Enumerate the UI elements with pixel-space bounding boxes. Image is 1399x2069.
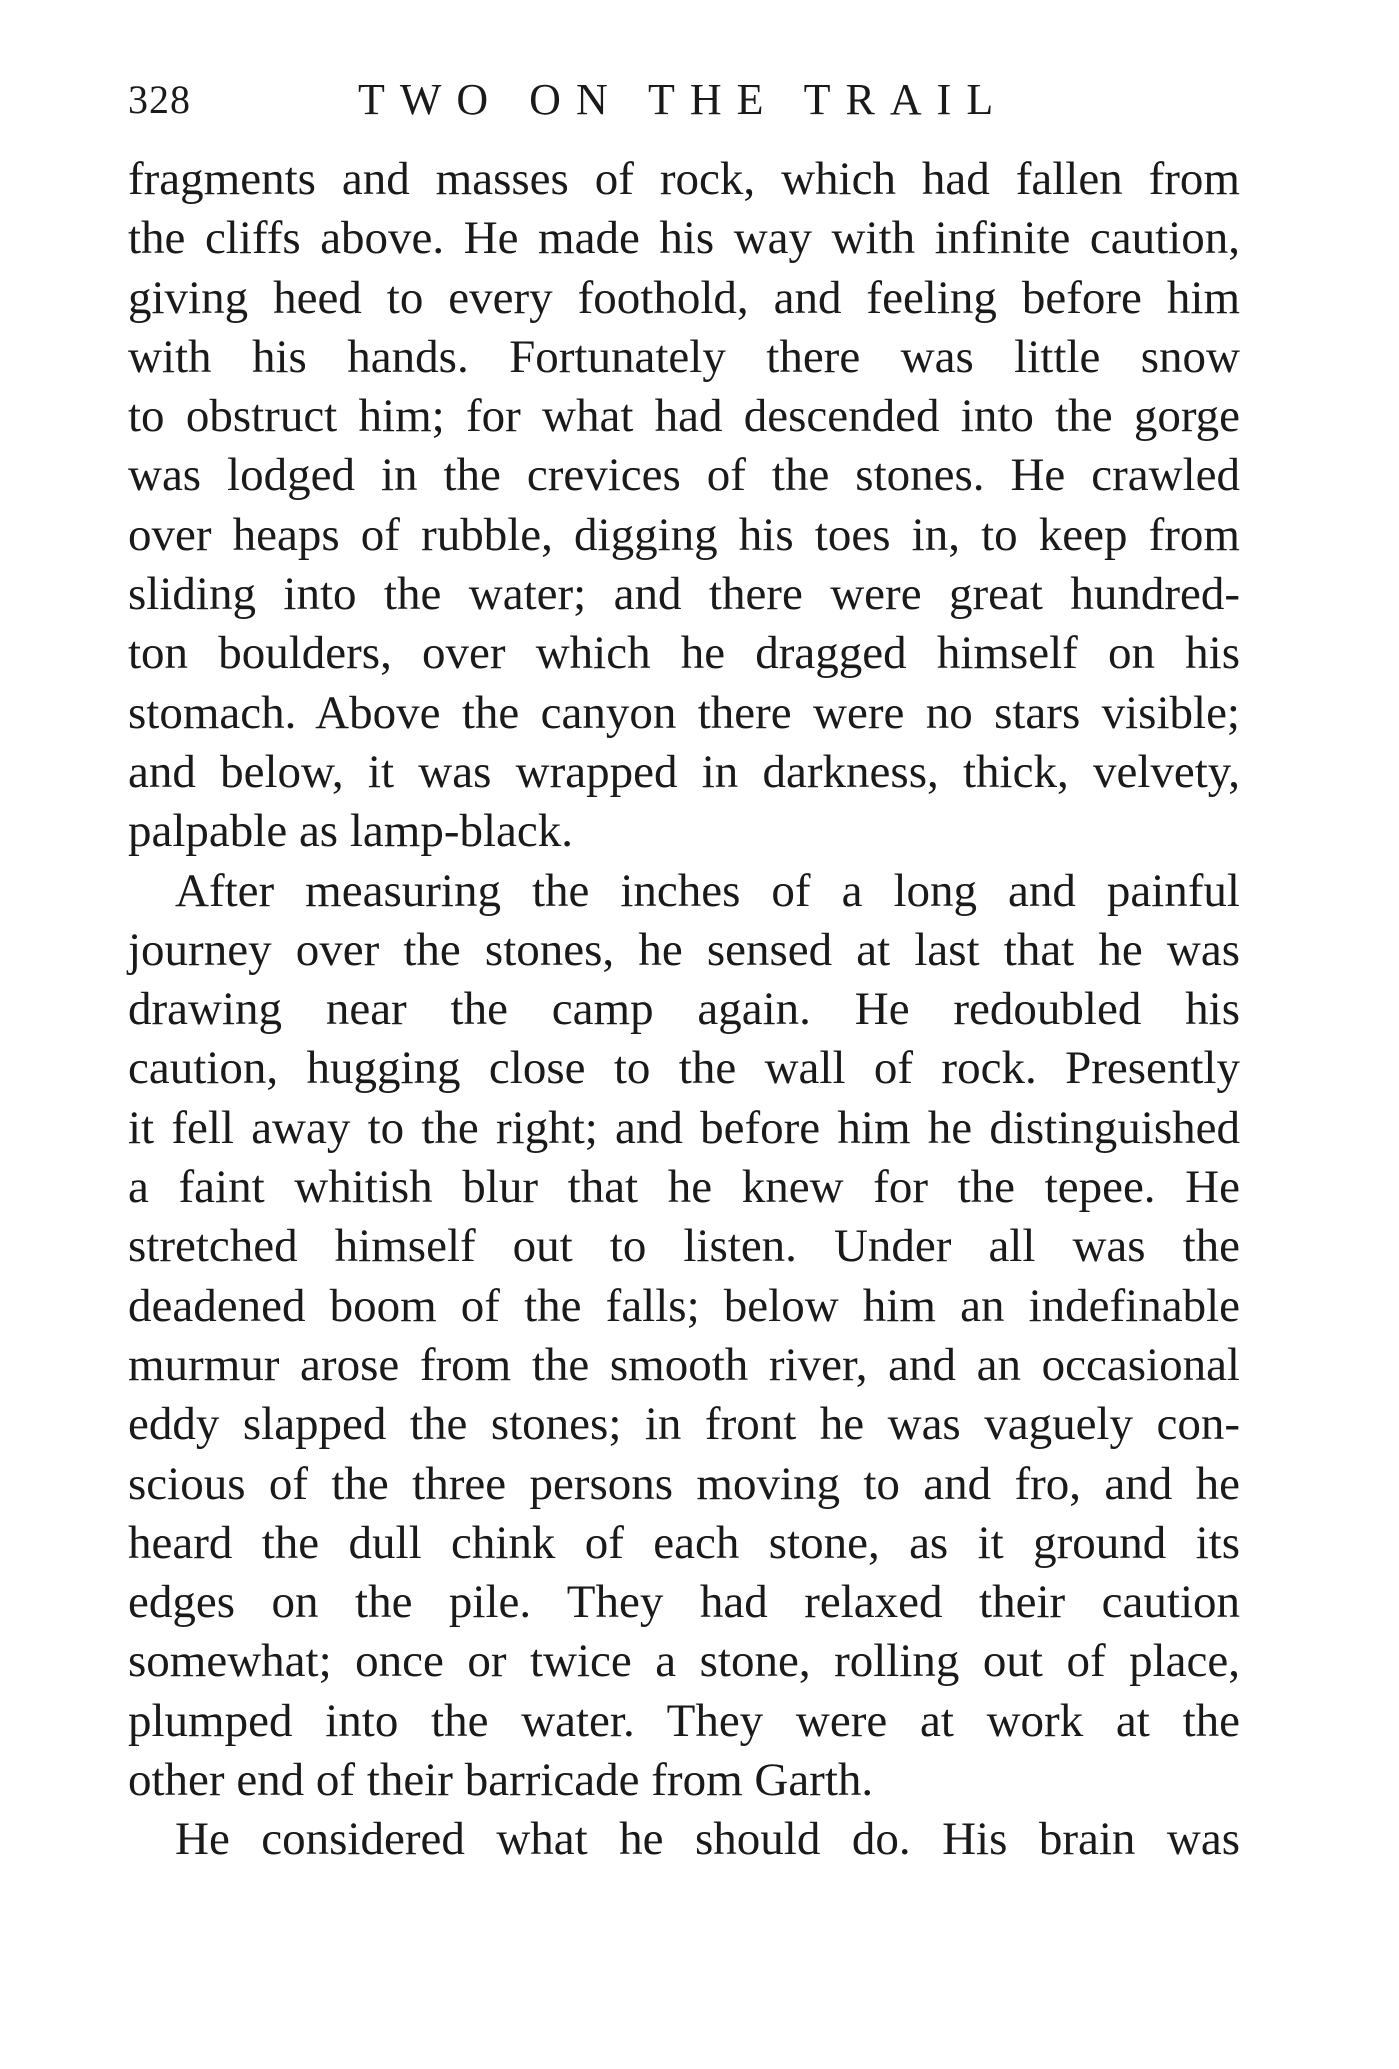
text-line: heard the dull chink of each stone, as it ground its xyxy=(128,1516,1240,1569)
text-line: with his hands. Fortunately there was little snow xyxy=(128,330,1240,383)
paragraph xyxy=(128,862,1240,1811)
text-line: edges on the pile. They had relaxed their caution xyxy=(128,1576,1240,1629)
text-line: ton boulders, over which he dragged himself on his xyxy=(128,627,1240,680)
text-line: it fell away to the right; and before him he distinguished xyxy=(128,1101,1240,1154)
text-line: murmur arose from the smooth river, and an occasional xyxy=(128,1338,1240,1391)
text-line: palpable as lamp-black. xyxy=(128,805,574,858)
paragraph xyxy=(128,1810,1240,1869)
running-title: TWO ON THE TRAIL xyxy=(358,75,1009,124)
text-line: giving heed to every foothold, and feeling before him xyxy=(128,271,1240,324)
text-line: caution, hugging close to the wall of rock. Presently xyxy=(128,1042,1240,1095)
text-line: journey over the stones, he sensed at last that he was xyxy=(128,923,1240,976)
text-line: deadened boom of the falls; below him an indefinable xyxy=(128,1279,1240,1332)
paragraph xyxy=(128,150,1240,862)
text-line: fragments and masses of rock, which had fallen from xyxy=(128,153,1240,205)
text-line: eddy slapped the stones; in front he was vaguely con- xyxy=(128,1398,1240,1451)
text-line: After measuring the inches of a long and painful xyxy=(175,864,1240,917)
text-line: to obstruct him; for what had descended into the gorge xyxy=(128,390,1240,443)
text-line: plumped into the water. They were at work at the xyxy=(128,1694,1240,1747)
body-text xyxy=(128,150,1240,1870)
running-head xyxy=(128,70,1240,130)
text-line: a faint whitish blur that he knew for the tepee. He xyxy=(128,1161,1240,1214)
text-line: drawing near the camp again. He redoubled his xyxy=(128,983,1240,1036)
text-line: stretched himself out to listen. Under all was the xyxy=(128,1220,1240,1273)
text-line: He considered what he should do. His brain was xyxy=(175,1813,1240,1866)
text-line: somewhat; once or twice a stone, rolling out of place, xyxy=(128,1635,1240,1688)
text-line: and below, it was wrapped in darkness, thick, velvety, xyxy=(128,745,1240,798)
page-number: 328 xyxy=(128,77,191,122)
text-line: the cliffs above. He made his way with infinite caution, xyxy=(128,212,1240,265)
text-line: stomach. Above the canyon there were no stars visible; xyxy=(128,686,1240,739)
text-line: other end of their barricade from Garth. xyxy=(128,1754,874,1807)
text-line: over heaps of rubble, digging his toes in, to keep from xyxy=(128,508,1240,561)
text-line: was lodged in the crevices of the stones. He crawled xyxy=(128,449,1240,502)
text-line: sliding into the water; and there were great hundred- xyxy=(128,568,1240,621)
text-line: scious of the three persons moving to and fro, and he xyxy=(128,1457,1240,1510)
